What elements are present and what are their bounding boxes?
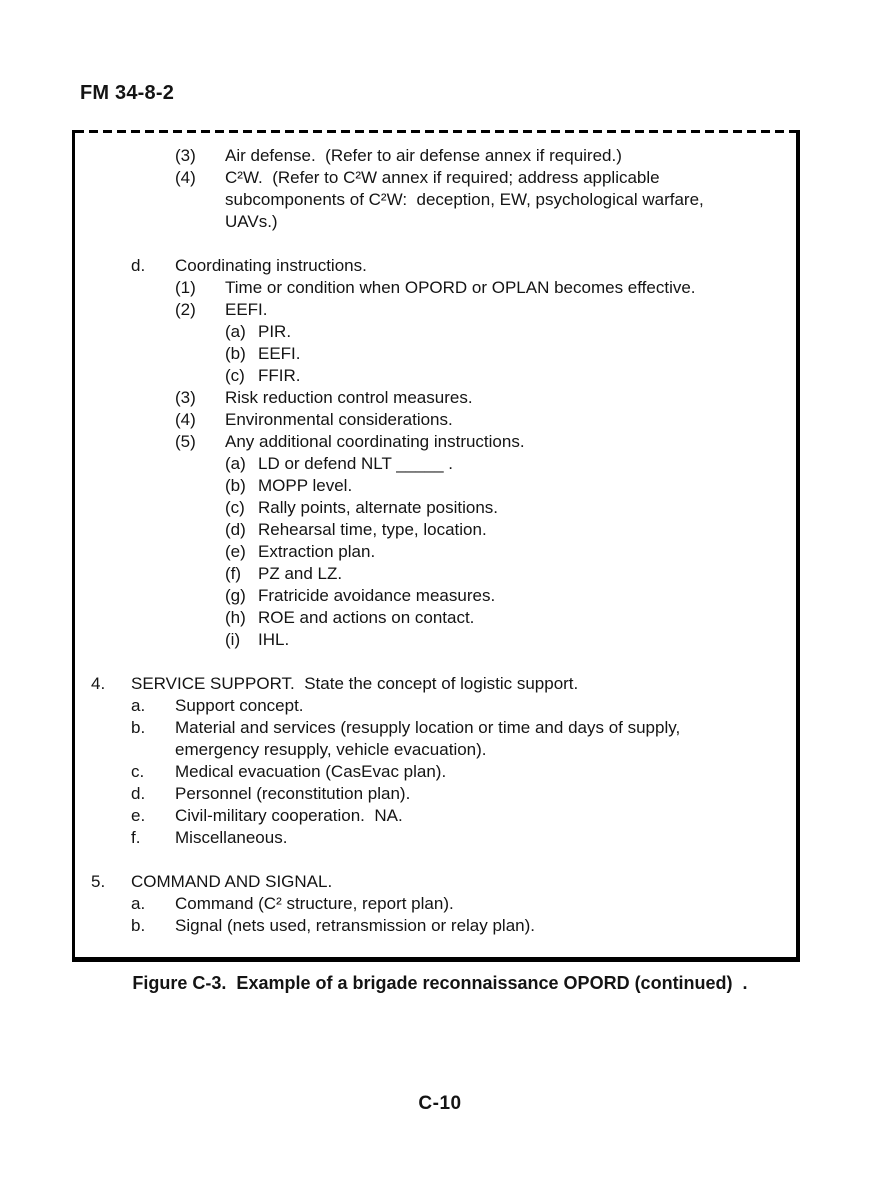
outline-line (75, 453, 796, 475)
outline-line (75, 607, 796, 629)
page-number: C-10 (418, 1093, 462, 1114)
outline-line (75, 783, 796, 805)
outline-item-text: FFIR. (258, 366, 301, 385)
outline-item-label: (f) (225, 564, 242, 583)
outline-line (75, 365, 796, 387)
outline-item-text: EEFI. (258, 344, 301, 363)
outline-item-text: Fratricide avoidance measures. (258, 586, 496, 605)
outline-item-label: (a) (225, 454, 246, 473)
outline-item-text: Environmental considerations. (225, 410, 453, 429)
outline-item-text: SERVICE SUPPORT. State the concept of logistic support. (131, 674, 579, 693)
outline-item-label: (b) (225, 476, 246, 495)
outline-line (75, 277, 796, 299)
outline-item-text: Command (C² structure, report plan). (175, 894, 454, 913)
outline-line (75, 827, 796, 849)
outline-item-label: (4) (175, 410, 196, 429)
outline-item-label: (1) (175, 278, 196, 297)
outline-line (75, 739, 796, 761)
outline-line (75, 893, 796, 915)
outline-line (75, 321, 796, 343)
opord-box-content (75, 145, 796, 937)
outline-item-label: (a) (225, 322, 246, 341)
outline-item-label: (d) (225, 520, 246, 539)
outline-item-label: (g) (225, 586, 246, 605)
outline-line (75, 717, 796, 739)
outline-line (75, 475, 796, 497)
outline-item-label: (3) (175, 388, 196, 407)
dashed-top-border (75, 130, 796, 133)
outline-line (75, 145, 796, 167)
outline-item-text: Rehearsal time, type, location. (258, 520, 487, 539)
outline-line (75, 409, 796, 431)
outline-item-text: Medical evacuation (CasEvac plan). (175, 762, 447, 781)
outline-line (75, 673, 796, 695)
outline-item-text: Material and services (resupply location or time and days of supply, (175, 718, 681, 737)
document-header: FM 34-8-2 (80, 82, 175, 104)
outline-item-label: (c) (225, 498, 245, 517)
outline-item-label: (e) (225, 542, 246, 561)
outline-item-label: a. (131, 894, 146, 913)
outline-item-label: (i) (225, 630, 241, 649)
outline-item-text: Extraction plan. (258, 542, 376, 561)
outline-line (75, 761, 796, 783)
outline-item-text: PZ and LZ. (258, 564, 343, 583)
outline-item-label: b. (131, 916, 146, 935)
outline-item-label: 4. (91, 674, 106, 693)
outline-line (75, 805, 796, 827)
outline-item-text: MOPP level. (258, 476, 353, 495)
outline-line (75, 343, 796, 365)
outline-item-text: Signal (nets used, retransmission or relay plan). (175, 916, 535, 935)
outline-item-label: (4) (175, 168, 196, 187)
outline-line (75, 695, 796, 717)
outline-item-text: EEFI. (225, 300, 268, 319)
outline-item-text: Personnel (reconstitution plan). (175, 784, 411, 803)
outline-line (75, 431, 796, 453)
outline-item-label: d. (131, 256, 146, 275)
outline-item-label: (2) (175, 300, 196, 319)
outline-line (75, 563, 796, 585)
outline-line (75, 497, 796, 519)
outline-item-label: (5) (175, 432, 196, 451)
outline-line (75, 871, 796, 893)
outline-item-label: c. (131, 762, 145, 781)
outline-line (75, 519, 796, 541)
opord-box (72, 130, 800, 962)
outline-item-text: Miscellaneous. (175, 828, 288, 847)
outline-item-label: (h) (225, 608, 246, 627)
outline-line (75, 255, 796, 277)
outline-item-text: Time or condition when OPORD or OPLAN becomes effective. (225, 278, 696, 297)
outline-line (75, 167, 796, 189)
outline-item-label: (3) (175, 146, 196, 165)
outline-item-text: subcomponents of C²W: deception, EW, psychological warfare, (225, 190, 704, 209)
outline-item-label: f. (131, 828, 141, 847)
outline-item-label: (c) (225, 366, 245, 385)
outline-item-text: IHL. (258, 630, 290, 649)
outline-line (75, 629, 796, 651)
outline-item-label: d. (131, 784, 146, 803)
outline-item-label: b. (131, 718, 146, 737)
outline-item-text: Support concept. (175, 696, 304, 715)
outline-item-text: COMMAND AND SIGNAL. (131, 872, 333, 891)
outline-item-text: Any additional coordinating instructions. (225, 432, 525, 451)
outline-item-label: 5. (91, 872, 106, 891)
outline-item-text: Coordinating instructions. (175, 256, 367, 275)
outline-item-label: (b) (225, 344, 246, 363)
outline-item-text: Rally points, alternate positions. (258, 498, 499, 517)
outline-item-label: e. (131, 806, 146, 825)
outline-item-text: Civil-military cooperation. NA. (175, 806, 403, 825)
outline-line (75, 387, 796, 409)
outline-item-label: a. (131, 696, 146, 715)
outline-item-text: PIR. (258, 322, 292, 341)
outline-line (75, 211, 796, 233)
outline-item-text: LD or defend NLT _____ . (258, 454, 454, 473)
outline-line (75, 915, 796, 937)
figure-caption: Figure C-3. Example of a brigade reconnaissance OPORD (continued) . (132, 973, 748, 993)
outline-line (75, 299, 796, 321)
outline-item-text: C²W. (Refer to C²W annex if required; address applicable (225, 168, 660, 187)
outline-line (75, 541, 796, 563)
outline-item-text: UAVs.) (225, 212, 278, 231)
outline-item-text: Risk reduction control measures. (225, 388, 473, 407)
outline-item-text: Air defense. (Refer to air defense annex if required.) (225, 146, 622, 165)
outline-item-text: ROE and actions on contact. (258, 608, 475, 627)
outline-line (75, 585, 796, 607)
outline-item-text: emergency resupply, vehicle evacuation). (175, 740, 487, 759)
outline-line (75, 189, 796, 211)
